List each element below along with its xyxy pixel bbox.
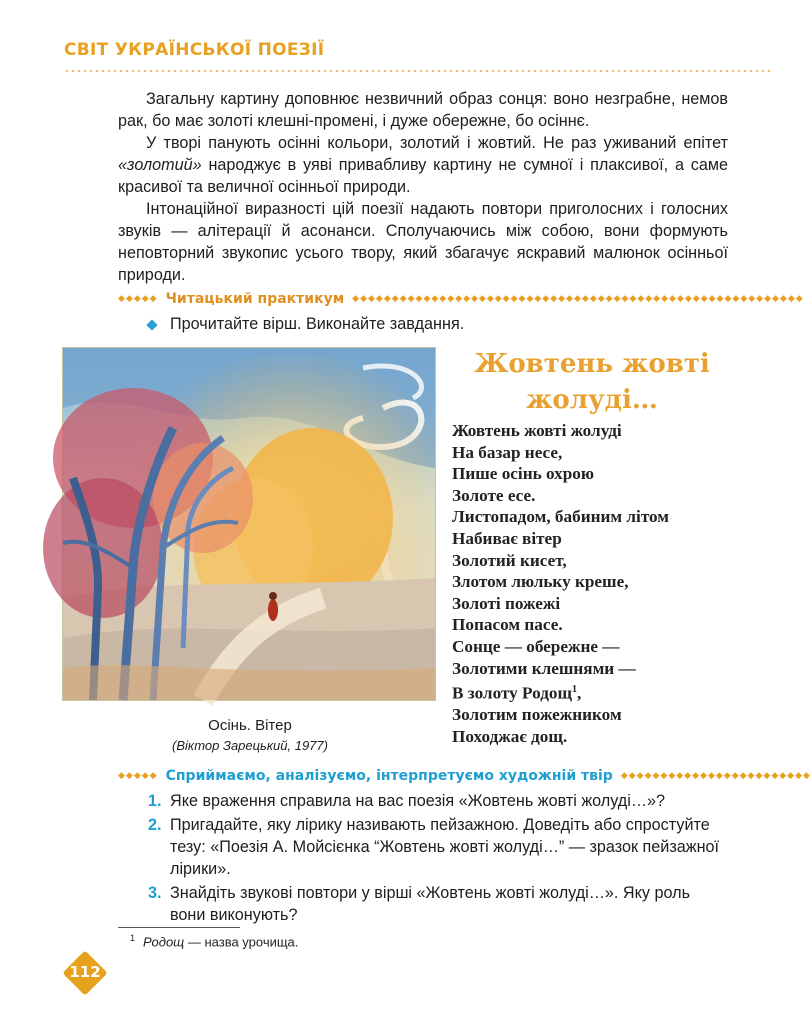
heading-diamonds-left: ◆◆◆◆◆ <box>118 294 158 304</box>
poem-line: Пише осінь охрою <box>452 464 595 484</box>
poem-line: Золотими клешнями — <box>452 658 636 678</box>
page-number-badge <box>62 950 108 996</box>
task-number: 3. <box>148 884 162 902</box>
header-dotted-rule <box>64 70 772 72</box>
running-header: СВІТ УКРАЇНСЬКОЇ ПОЕЗІЇ <box>64 40 325 60</box>
poem-line: Попасом пасе. <box>452 615 563 635</box>
epithet-zolotyi: «золотий» <box>118 156 202 174</box>
poem-line: Жовтень жовті жолуді <box>452 421 622 440</box>
footnote-term: Родощ <box>143 934 185 950</box>
poem-line-text: В золоту Родощ <box>452 683 573 703</box>
task-text: Пригадайте, яку лірику називають пейзажною. Доведіть або спростуйте тезу: «Поезія А. Мойсієнка “Жовтень жовті жолуді…” — зразок пейзажної лірики». <box>170 816 720 878</box>
painting-autumn-wind <box>62 347 436 701</box>
poem-text <box>452 420 742 748</box>
heading-diamonds-left: ◆◆◆◆◆ <box>118 771 158 781</box>
footnote <box>130 933 298 949</box>
heading-diamonds-right: ◆◆◆◆◆◆◆◆◆◆◆◆◆◆◆◆◆◆◆◆◆◆◆◆◆◆◆◆◆◆◆◆◆◆◆◆◆◆◆◆◆◆◆◆◆◆◆◆◆◆◆◆◆◆◆◆◆ <box>352 294 804 304</box>
blue-diamond-icon <box>146 319 157 330</box>
poem-line: Золоті пожежі <box>452 593 561 613</box>
footnote-mark: 1 <box>572 684 578 696</box>
intro-paragraph-1: Загальну картину доповнює незвичний образ сонця: воно незграбне, немов рак, бо має золоті клешні-промені, і дуже обережне, бо осіннє. <box>118 90 728 130</box>
poem-title-line-1: Жовтень жовті <box>474 349 710 379</box>
intro-paragraph-2 <box>118 132 728 198</box>
task-item <box>148 814 728 880</box>
poem-line: Золотий кисет, <box>452 550 567 570</box>
heading-diamonds-right: ◆◆◆◆◆◆◆◆◆◆◆◆◆◆◆◆◆◆◆◆◆◆◆◆ <box>620 771 811 781</box>
footnote-definition: — назва урочища. <box>184 934 299 950</box>
analysis-title: Сприймаємо, аналізуємо, інтерпретуємо художній твір <box>165 768 613 784</box>
practicum-heading <box>118 289 804 309</box>
analysis-task-list <box>148 790 728 928</box>
poem-line: Сонце — обережне — <box>452 636 620 656</box>
footnote-number: 1 <box>130 933 136 943</box>
poem-line: Походжає дощ. <box>452 727 568 747</box>
page-number: 112 <box>69 963 101 981</box>
caption-title: Осінь. Вітер <box>208 717 292 734</box>
painting-caption <box>160 716 340 756</box>
poem-line: Набиває вітер <box>452 528 562 548</box>
footnote-separator <box>118 927 240 928</box>
practicum-title: Читацький практикум <box>165 291 345 307</box>
caption-credit: (Віктор Зарецький, 1977) <box>172 738 328 753</box>
task-number: 2. <box>148 816 162 834</box>
poem-line: Золотим пожежником <box>452 705 622 725</box>
poem-title-line-2: жолуді… <box>526 385 658 415</box>
intro-paragraph-3: Інтонаційної виразності цій поезії надають повтори приголосних і голосних звуків — алітерації й асонанси. Сполучаючись між собою, вони формують неповторний звукопис усього твору, який збагачує яскравий малюнок осінньої природи. <box>118 200 728 284</box>
intro-paragraph-2-start: У творі панують осінні кольори, золотий і жовтий. Не раз уживаний епітет <box>146 134 728 152</box>
poem-line: На базар несе, <box>452 442 563 462</box>
practicum-instruction <box>148 315 464 334</box>
instruction-text: Прочитайте вірш. Виконайте завдання. <box>170 315 465 333</box>
poem-line: Злотом люльку креше, <box>452 572 629 592</box>
task-item <box>148 790 728 812</box>
task-item <box>148 882 728 926</box>
task-text: Яке враження справила на вас поезія «Жовтень жовті жолуді…»? <box>170 792 666 810</box>
poem-line: Золоте есе. <box>452 485 536 505</box>
analysis-heading <box>118 766 811 786</box>
poem-line: Листопадом, бабиним літом <box>452 507 670 527</box>
poem-title <box>448 346 736 418</box>
task-number: 1. <box>148 792 162 810</box>
poem-line: В золоту Родощ$^1$, <box>452 683 582 703</box>
intro-paragraph-2-end: народжує в уяві привабливу картину не сумної і плаксивої, а саме красивої та величної осінньої природи. <box>118 156 728 196</box>
task-text: Знайдіть звукові повтори у вірші «Жовтень жовті жолуді…». Яку роль вони виконують? <box>170 884 691 924</box>
